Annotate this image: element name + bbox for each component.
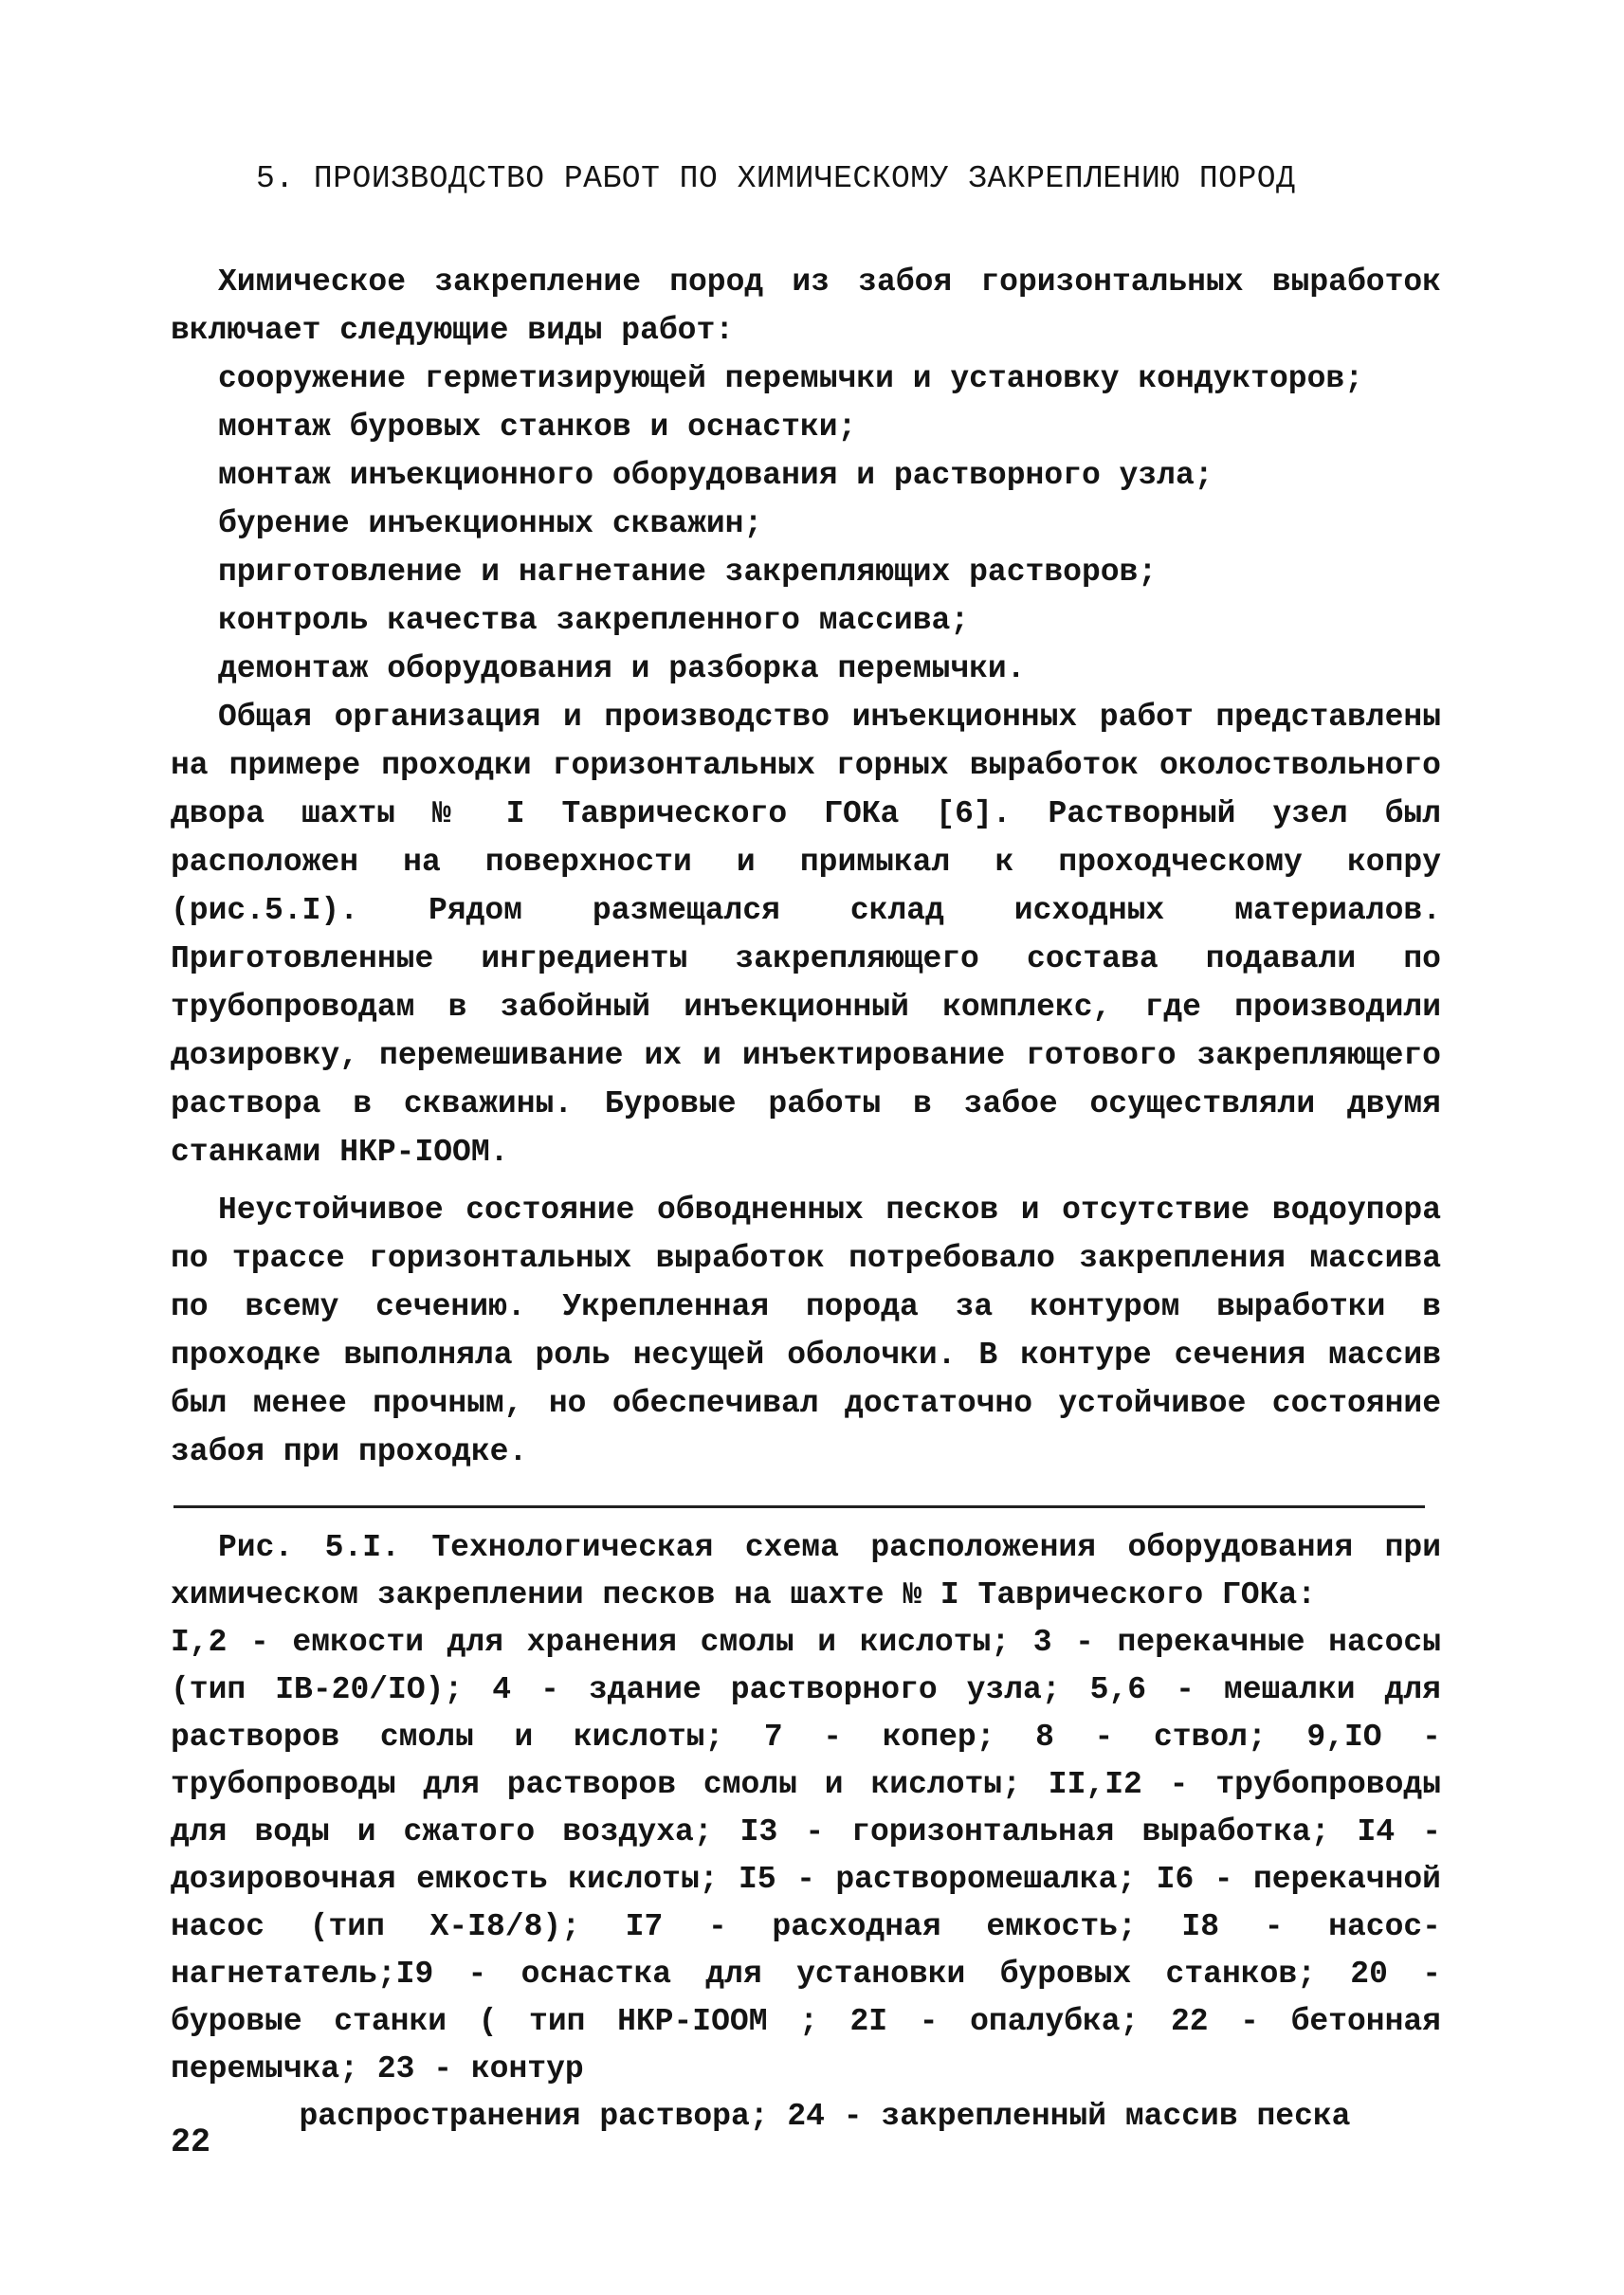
- list-item: демонтаж оборудования и разборка перемычки.: [218, 651, 1026, 686]
- list-item: бурение инъекционных скважин;: [218, 506, 763, 541]
- page-number: 22: [171, 2123, 211, 2161]
- caption-divider: [173, 1505, 1425, 1508]
- section-heading: 5. ПРОИЗВОДСТВО РАБОТ ПО ХИМИЧЕСКОМУ ЗАКРЕПЛЕНИЮ ПОРОД: [256, 161, 1296, 196]
- caption-title: Рис. 5.I. Технологическая схема расположения оборудования при химическом закреплении песков на шахте № I Таврического ГОКа:: [171, 1530, 1441, 1612]
- list-item: контроль качества закрепленного массива;: [218, 603, 970, 638]
- work-list: [171, 355, 1441, 693]
- list-item: приготовление и нагнетание закрепляющих растворов;: [218, 555, 1158, 590]
- section-body: [171, 258, 1441, 1476]
- list-item: монтаж буровых станков и оснастки;: [218, 410, 857, 445]
- instability-paragraph: Неустойчивое состояние обводненных песков и отсутствие водоупора по трассе горизонтальных выработок потребовало закрепления массива по всему сечению. Укрепленная порода за контуром выработки в проходке выполняла роль несущей оболочки. В контуре сечения массив был менее прочным, но обеспечивал достаточно устойчивое состояние забоя при проходке.: [171, 1193, 1441, 1469]
- figure-caption: [171, 1524, 1441, 2140]
- intro-paragraph: Химическое закрепление пород из забоя горизонтальных выработок включает следующие виды работ:: [171, 264, 1441, 348]
- organization-paragraph: Общая организация и производство инъекционных работ представлены на примере проходки горизонтальных горных выработок околоствольного двора шахты № I Таврического ГОКа [6]. Растворный узел был расположен на поверхности и примыкал к проходческому копру (рис.5.I). Рядом размещался склад исходных материалов. Приготовленные ингредиенты закрепляющего состава подавали по трубопроводам в забойный инъекционный комплекс, где производили дозировку, перемешивание их и инъектирование готового закрепляющего раствора в скважины. Буровые работы в забое осуществляли двумя станками НКР-IOOM.: [171, 700, 1441, 1170]
- caption-legend-last-line: распространения раствора; 24 - закрепленный массив песка: [299, 2099, 1351, 2134]
- list-item: сооружение герметизирующей перемычки и установку кондукторов;: [218, 361, 1363, 396]
- caption-legend: I,2 - емкости для хранения смолы и кислоты; 3 - перекачные насосы (тип IB-20/IO); 4 - здание растворного узла; 5,6 - мешалки для растворов смолы и кислоты; 7 - копер; 8 - ствол; 9,IO - трубопроводы для растворов смолы и кислоты; II,I2 - трубопроводы для воды и сжатого воздуха; I3 - горизонтальная выработка; I4 - дозировочная емкость кислоты; I5 - растворомешалка; I6 - перекачной насос (тип Х-I8/8); I7 - расходная емкость; I8 - насос-нагнетатель;I9 - оснастка для установки буровых станков; 20 - буровые станки ( тип НКР-IOOM ; 2I - опалубка; 22 - бетонная перемычка; 23 - контур: [171, 1625, 1441, 2086]
- list-item: монтаж инъекционного оборудования и растворного узла;: [218, 458, 1213, 493]
